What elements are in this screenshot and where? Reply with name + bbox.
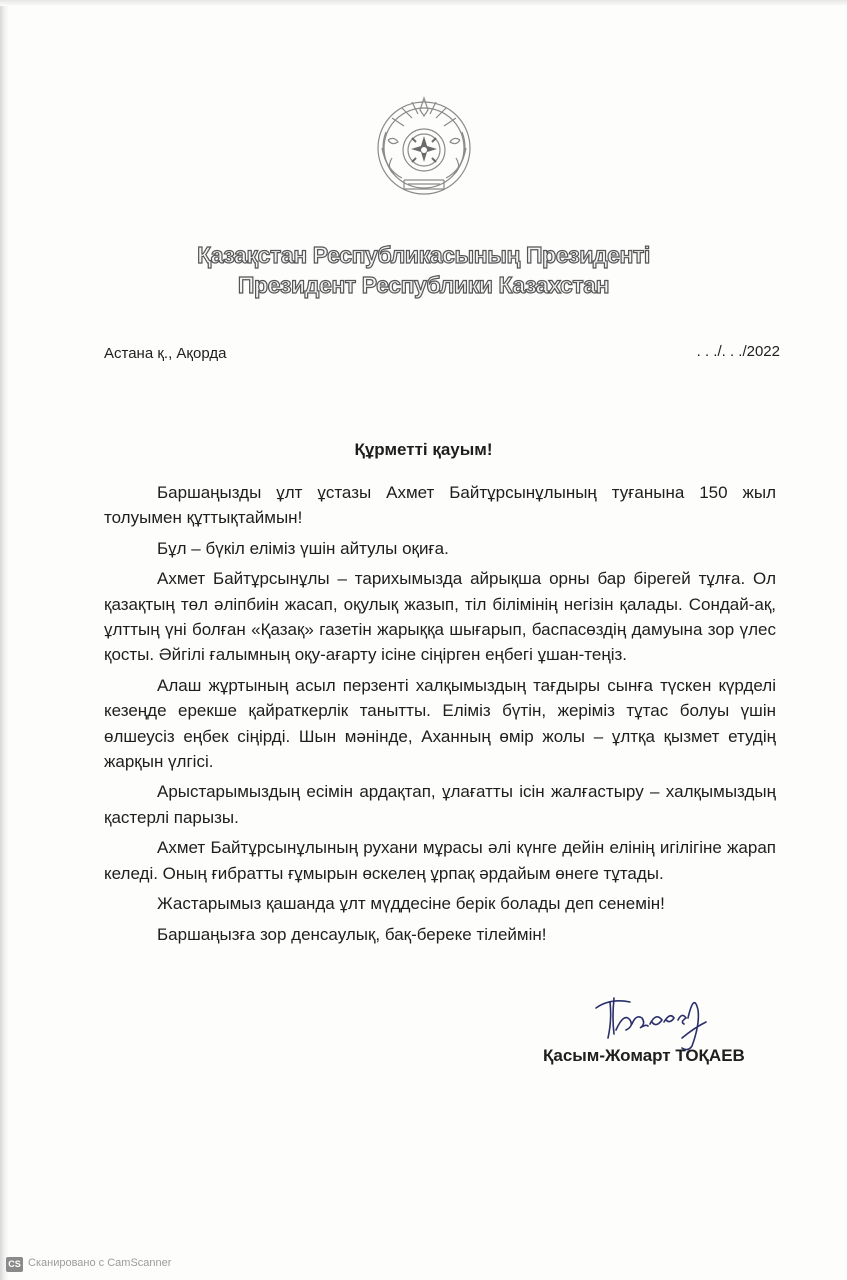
paragraph: Баршаңызды ұлт ұстазы Ахмет Байтұрсынұлының туғанына 150 жыл толуымен құттықтаймын!	[104, 483, 776, 528]
page-shadow-left	[0, 0, 9, 1280]
paragraph: Ахмет Байтұрсынұлының рухани мұрасы әлі күнге дейін елінің игілігіне жарап келеді. Оның ғибратты ғұмырын өскелең ұрпақ әрдайым өнеге тұтады.	[104, 838, 776, 883]
letterhead-russian: Президент Республики Казахстан	[237, 272, 610, 298]
paragraph: Ахмет Байтұрсынұлы – тарихымызда айрықша орны бар бірегей тұлға. Ол қазақтың төл әліпбиін жасап, оқулық жазып, тіл білімінің негізін қалады. Сондай-ақ, ұлттың үні болған «Қазақ» газетін жарыққа шығарып, баспасөздің дамуына зор үлес қосты. Әйгілі ғалымның оқу-ағарту ісіне сіңірген еңбегі ұшан-теңіз.	[104, 569, 776, 665]
letterhead-kazakh: Қазақстан Республикасының Президенті	[197, 242, 650, 268]
paragraph: Баршаңызға зор денсаулық, бақ-береке тілеймін!	[157, 924, 547, 944]
paragraph: Жастарымыз қашанда ұлт мүддесіне берік болады деп сенемін!	[157, 894, 665, 914]
camscanner-logo-icon: CS	[6, 1257, 23, 1272]
paragraph: Арыстарымыздың есімін ардақтап, ұлағатты ісін жалғастыру – халқымыздың қастерлі парызы.	[104, 782, 776, 827]
letter-date: . . ./. . ./2022	[696, 343, 780, 360]
paragraph: Алаш жұртының асыл перзенті халқымыздың тағдыры сынға түскен күрделі кезеңде ерекше қайраткерлік танытты. Еліміз бүтін, жеріміз тұтас болуы үшін өлшеусіз еңбек сіңірді. Шын мәнінде, Аханның өмір жолы – ұлтқа қызмет етудің жарқын үлгісі.	[104, 675, 776, 772]
scanner-watermark: Сканировано с CamScanner	[28, 1257, 172, 1269]
handwritten-signature	[588, 990, 718, 1052]
letter-greeting: Құрметті қауым!	[354, 440, 493, 459]
letter-body	[104, 480, 776, 952]
signatory-name: Қасым-Жомарт ТОҚАЕВ	[543, 1046, 745, 1065]
state-emblem-icon	[364, 88, 484, 208]
place-of-issue: Астана қ., Ақорда	[104, 345, 227, 362]
paragraph: Бұл – бүкіл еліміз үшін айтулы оқиға.	[157, 538, 449, 558]
page-shadow-top	[0, 0, 847, 6]
